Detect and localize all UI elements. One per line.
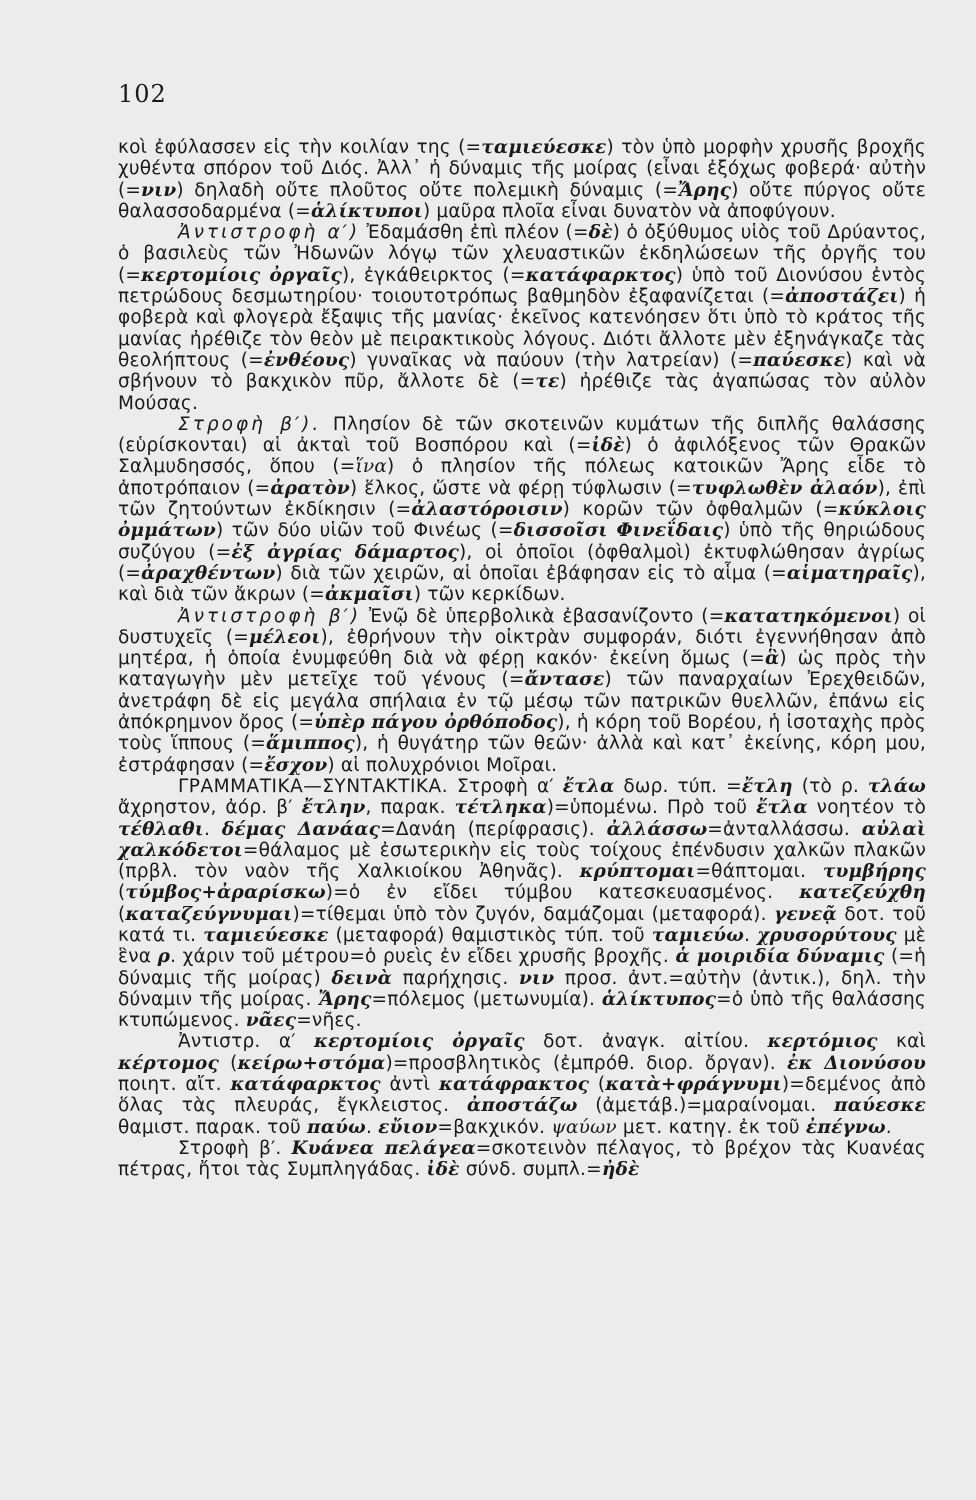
- text-run: . χάριν τοῦ μέτρου=ὁ ρυεὶς ἐν εἴδει χρυσῆς βροχῆς.: [170, 946, 676, 968]
- text-run: ποιητ. αἴτ.: [118, 1074, 231, 1096]
- bold-term: ἁλίκτυπος: [601, 988, 717, 1010]
- text-run: ) τῶν κερκίδων.: [413, 584, 566, 606]
- bold-term: ἀποστάζω: [466, 1095, 578, 1117]
- text-run: μετ. κατηγ. ἐκ τοῦ: [616, 1116, 806, 1138]
- text-run: ) τῶν παναρχαίων Ἐρεχθειδῶν, ἀνετράφη δὲ εἰς μεγάλα σπήλαια ἐν τῷ μέσῳ τῶν πατρικῶν θυελλῶν, ἐπάνω εἰς ἀπόκρημνον ὄρος (=: [118, 669, 927, 734]
- text-run: δοτ. ἀναγκ. αἰτίου.: [524, 1031, 768, 1053]
- text-run: ) ἠρέθιζε τὰς ἀγαπώσας τὸν αὐλὸν Μούσας.: [118, 371, 927, 414]
- text-run: κοὶ ἐφύλασσεν εἰς τὴν κοιλίαν της (=: [118, 137, 482, 158]
- bold-term: αἱματηραῖς: [786, 562, 913, 584]
- bold-term: ἔσχον: [264, 754, 328, 776]
- bold-term: ἁ μοιριδία δύναμις: [675, 946, 885, 968]
- text-run: =νῆες.: [296, 1010, 362, 1032]
- bold-term: Ἄρης: [678, 179, 732, 201]
- text-run: (μεταφορά) θαμιστικὸς τύπ. τοῦ: [328, 924, 652, 946]
- bold-term: κερτόμιος: [767, 1031, 878, 1053]
- bold-term: παύω: [306, 1116, 366, 1138]
- text-run: Στροφὴ β′.: [178, 1137, 292, 1159]
- bold-term: τλάω: [867, 775, 926, 797]
- bold-term: ὑπὲρ πάγου ὀρθόποδος: [314, 712, 558, 734]
- text-run: δωρ. τύπ. =: [614, 775, 742, 797]
- bold-term: ρ: [157, 946, 171, 968]
- text-run: ) μαῦρα πλοῖα εἶναι δυνατὸν νὰ ἀποφύγουν.: [422, 200, 836, 222]
- paragraph: [118, 137, 926, 222]
- text-run: ) καὶ νὰ σβήνουν τὸ βακχικὸν πῦρ, ἄλλοτε δὲ (=: [118, 349, 926, 393]
- bold-term: ἔτλα: [562, 775, 615, 797]
- text-run: =ἀνταλλάσσω.: [707, 818, 862, 840]
- text-run: ), ἡ κόρη τοῦ Βορέου, ἡ ἰσοταχὴς πρὸς τοὺς ἵππους (=: [118, 712, 926, 755]
- text-run: Ἀντιστρ. α′: [178, 1031, 315, 1053]
- paragraph: [118, 606, 926, 776]
- bold-term: ἔτλη: [741, 775, 793, 797]
- text-run: )=ὑπομένω. Πρὸ τοῦ: [546, 797, 757, 819]
- text-run: ), ἐπὶ τῶν ζητούντων ἐκδίκησιν (=: [118, 477, 926, 521]
- text-run: ) ὁ ὀξύθυμος υἱὸς τοῦ Δρύαντος, ὁ βασιλεὺς τῶν Ἠδωνῶν λόγῳ τῶν χλευαστικῶν ἐκδηλώσεων τῆς ὀργῆς του (=: [118, 222, 926, 286]
- bold-term: δεινὰ: [331, 967, 393, 989]
- text-run: ), καὶ διὰ τῶν ἄκρων (=: [118, 562, 926, 606]
- text-run: ), ἡ θυγάτηρ τῶν θεῶν· ἀλλὰ καὶ κατ᾽ ἐκείνης, κόρη μου, ἐστράφησαν (=: [118, 733, 926, 776]
- text-run: )=ὁ ἐν εἴδει τύμβου κατεσκευασμένος.: [325, 882, 800, 904]
- text-run: Στροφὴ α′: [448, 775, 563, 797]
- bold-term: ἰδὲ: [591, 435, 625, 457]
- text-run: ), ἐγκάθειρκτος (=: [341, 264, 526, 286]
- bold-term: κατὰ+φράγνυμι: [605, 1074, 782, 1096]
- text-run: μὲ ἓνα: [118, 924, 926, 968]
- bold-term: παύεσκε: [753, 349, 846, 371]
- bold-term: τυφλωθὲν ἀλαόν: [691, 477, 878, 499]
- bold-term: κατεζεύχθη: [799, 882, 926, 904]
- text-run: (ἀμετάβ.)=μαραίνομαι.: [577, 1095, 834, 1117]
- text-run: (: [589, 1074, 606, 1096]
- text-run: )=δεμένος ἀπὸ ὅλας τὰς πλευράς, ἔγκλειστος.: [118, 1074, 926, 1117]
- bold-term: ἀκμαῖσι: [325, 584, 414, 606]
- bold-term: κατατηκόμενοι: [724, 605, 893, 627]
- text-run: (=ἡ δύναμις τῆς μοίρας): [118, 946, 927, 989]
- bold-term: ἃ: [764, 648, 780, 670]
- bold-term: κατάφαρκτος: [525, 264, 676, 286]
- bold-term: ἐκ Διονύσου: [787, 1052, 926, 1074]
- bold-term: τε: [535, 371, 560, 393]
- bold-term: κερτομίοις ὀργαῖς: [314, 1031, 525, 1053]
- paragraph: [118, 1031, 926, 1137]
- text-run: ) ὁ πλησίον τῆς πόλεως κατοικῶν Ἄρης εἶδε τὸ ἀποτρόπαιον (=: [118, 456, 926, 499]
- bold-term: ἐνθέους: [263, 349, 350, 371]
- text-run: ) ὑπὸ τοῦ Διονύσου ἐντὸς πετρώδους δεσμωτηρίου· τοιουτοτρόπως βαθμηδὸν ἐξαφανίζεται (=: [118, 264, 927, 308]
- bold-term: τύμβος+ἀραρίσκω: [125, 882, 326, 904]
- bold-term: ἐπέγνω: [805, 1116, 886, 1138]
- text-run: .: [885, 1116, 892, 1138]
- bold-term: δέμας Δανάας: [221, 818, 381, 840]
- text-run: Ἐδαμάσθη ἐπὶ πλέον (=: [360, 222, 589, 244]
- italic-term: ψαύων: [551, 1116, 617, 1138]
- text-run: ) ὡς πρὸς τὴν καταγωγὴν μὲν μετεῖχε τοῦ γένους (=: [118, 648, 926, 691]
- text-run: (: [218, 1052, 238, 1074]
- text-run: ἀντὶ: [380, 1074, 439, 1096]
- text-run: ) γυναῖκας νὰ παύουν (τὴν λατρείαν) (=: [349, 349, 754, 371]
- bold-term: εὔιον: [378, 1116, 438, 1138]
- bold-term: γενεᾷ: [774, 903, 837, 925]
- text-run: ) ὁ ἀφιλόξενος τῶν Θρακῶν Σαλμυδησσός, ὅπου (=: [118, 435, 926, 478]
- text-run: =θάπτομαι.: [695, 861, 823, 883]
- text-run: ) τῶν δύο υἱῶν τοῦ Φινέως (=: [215, 520, 514, 542]
- text-run: ) κορῶν τῶν ὀφθαλμῶν (=: [562, 499, 839, 521]
- bold-term: δισσοῖσι Φινεΐδαις: [513, 520, 724, 542]
- text-run: θαμιστ. παρακ. τοῦ: [118, 1116, 307, 1138]
- bold-term: τέθλαθι: [118, 818, 204, 840]
- text-run: =πόλεμος (μετωνυμία).: [371, 988, 602, 1010]
- bold-term: ἄντασε: [524, 669, 605, 691]
- text-run: ) ἡ φοβερὰ καὶ φλογερὰ ἔξαψις τῆς μανίας· ἐκεῖνος κατενόησεν ὅτι ὑπὸ τὸ κράτος τῆς μανίας ἠρέθιζε τὸν θεὸν μὲ πειρακτικοὺς λόγους. Διότι ἄλλοτε μὲν ἐξηνάγκαζε τὰς θεολήπτους (=: [118, 286, 926, 371]
- text-run: =θάλαμος μὲ ἐσωτερικὴν εἰς τοὺς τοίχους ἐπένδυσιν χαλκῶν πλακῶν (πρβλ. τὸν ναὸν τῆς Χαλκιοίκου Ἀθηνᾶς).: [118, 839, 926, 883]
- text-run: =σκοτεινὸν πέλαγος, τὸ βρέχον τὰς Κυανέας πέτρας, ἤτοι τὰς Συμπληγάδας.: [118, 1137, 926, 1181]
- bold-term: παύεσκε: [833, 1095, 926, 1117]
- text-run: ) ἕλκος, ὥστε νὰ φέρῃ τύφλωσιν (=: [349, 477, 692, 499]
- text-run: ) ὑπὸ τῆς θηριώδους συζύγου (=: [118, 520, 927, 563]
- bold-term: δὲ: [588, 222, 613, 244]
- paragraph: [118, 222, 926, 414]
- text-run: ) δηλαδὴ οὔτε πλοῦτος οὔτε πολεμικὴ δύναμις (=: [176, 179, 679, 201]
- section-label: Ἀντιστροφὴ β′): [178, 605, 362, 627]
- bold-term: κέρτομος: [118, 1052, 219, 1074]
- bold-term: ἀποστάζει: [785, 286, 899, 308]
- bold-term: κερτομίοις ὀργαῖς: [141, 264, 342, 286]
- paragraph: [118, 414, 926, 606]
- bold-term: μέλεοι: [249, 626, 321, 648]
- page-number: 102: [118, 80, 167, 108]
- bold-term: ταμιεύεσκε: [203, 924, 329, 946]
- text-run: )=προσβλητικὸς (ἐμπρόθ. διορ. ὄργαν).: [385, 1052, 788, 1074]
- paragraph: [118, 776, 926, 1032]
- bold-term: ἅμιππος: [265, 733, 355, 755]
- bold-term: ἀλλάσσω: [606, 818, 708, 840]
- bold-term: κύκλοις ὀμμάτων: [118, 499, 926, 542]
- bold-term: Κυάνεα πελάγεα: [291, 1137, 476, 1159]
- text-run: ) τὸν ὑπὸ μορφὴν χρυσῆς βροχῆς χυθέντα σπόρον τοῦ Διός. Ἀλλ᾽ ἡ δύναμις τῆς μοίρας (εἶναι ἐξόχως φοβερά· αὐτὴν (=: [118, 137, 926, 201]
- text-run: ) οὔτε πύργος οὔτε θαλασσοδαρμένα (=: [118, 179, 927, 222]
- paragraph: [118, 1138, 926, 1181]
- text-run: .: [744, 924, 758, 946]
- text-run: , παρακ.: [365, 797, 455, 819]
- body-text: [118, 137, 926, 1181]
- bold-term: κείρω+στόμα: [237, 1052, 386, 1074]
- text-run: ἄχρηστον, ἀόρ. β′: [118, 797, 302, 819]
- bold-term: τέτληκα: [454, 797, 547, 819]
- text-run: (τὸ ρ.: [792, 775, 868, 797]
- bold-term: κατάφρακτος: [438, 1074, 590, 1096]
- bold-term: ἠδὲ: [601, 1159, 640, 1181]
- bold-term: χρυσορύτους: [757, 924, 897, 946]
- text-run: (: [118, 882, 126, 904]
- bold-term: ἀρατὸν: [270, 477, 350, 499]
- bold-term: κρύπτομαι: [579, 861, 696, 883]
- section-label: Στροφὴ β′).: [178, 413, 322, 435]
- text-run: )=τίθεμαι ὑπὸ τὸν ζυγόν, δαμάζομαι (μεταφορά).: [292, 903, 775, 925]
- section-heading: ΓΡΑΜΜΑΤΙΚΑ—ΣΥΝΤΑΚΤΙΚΑ.: [178, 775, 449, 797]
- text-run: ), ἐθρήνουν τὴν οἰκτρὰν συμφοράν, διότι ἐγεννήθησαν ἀπὸ μητέρα, ἡ ὁποία ἐνυμφεύθη διὰ νὰ φέρῃ κακόν· ἐκείνη ὅμως (=: [118, 626, 926, 670]
- bold-term: τυμβήρης: [822, 861, 926, 883]
- text-run: =ὁ ὑπὸ τῆς θαλάσσης κτυπώμενος.: [118, 988, 926, 1032]
- bold-term: ἔτλα: [756, 797, 808, 819]
- section-label: Ἀντιστροφὴ α′): [178, 222, 361, 244]
- bold-term: νᾶες: [245, 1010, 297, 1032]
- text-run: ), οἱ ὁποῖοι (ὀφθαλμοὶ) ἐκτυφλώθησαν ἀγρίως (=: [118, 541, 926, 584]
- text-run: Πλησίον δὲ τῶν σκοτεινῶν κυμάτων τῆς διπλῆς θαλάσσης (εὑρίσκονται) αἱ ἀκταὶ τοῦ Βοσπόρου καὶ (=: [118, 413, 926, 457]
- bold-term: ἐξ ἀγρίας δάμαρτος: [231, 541, 459, 563]
- bold-term: ταμιεύω: [651, 924, 745, 946]
- text-run: προσ. ἀντ.=αὐτὴν (ἀντικ.), δηλ. τὴν δύναμιν τῆς μοίρας.: [118, 967, 927, 1010]
- text-run: καὶ: [877, 1031, 926, 1053]
- text-run: ) αἱ πολυχρόνιοι Μοῖραι.: [327, 754, 558, 776]
- text-run: .: [203, 818, 222, 840]
- text-run: δοτ. τοῦ κατά τι.: [118, 903, 926, 946]
- text-run: .: [365, 1116, 379, 1138]
- text-run: νοητέον τὸ: [807, 797, 927, 819]
- text-run: (: [118, 903, 126, 925]
- text-run: ) διὰ τῶν χειρῶν, αἱ ὁποῖαι ἐβάφησαν εἰς τὸ αἷμα (=: [275, 562, 787, 584]
- bold-term: νιν: [519, 967, 555, 989]
- text-run: =βακχικόν.: [437, 1116, 552, 1138]
- bold-term: νιν: [141, 179, 177, 201]
- text-run: Ἐνῷ δὲ ὑπερβολικὰ ἐβασανίζοντο (=: [361, 605, 725, 627]
- bold-term: ἰδὲ: [426, 1159, 460, 1181]
- text-run: ) οἱ δυστυχεῖς (=: [118, 605, 926, 648]
- bold-term: ταμιεύεσκε: [481, 137, 607, 158]
- text-run: παρήχησις.: [392, 967, 520, 989]
- bold-term: ἁλίκτυποι: [310, 200, 423, 222]
- bold-term: καταζεύγνυμαι: [125, 903, 293, 925]
- text-run: σύνδ. συμπλ.=: [459, 1159, 602, 1181]
- bold-term: Ἄρης: [318, 988, 372, 1010]
- bold-term: ἔτλην: [301, 797, 366, 819]
- italic-term: ἵνα: [355, 456, 388, 478]
- bold-term: κατάφαρκτος: [230, 1074, 381, 1096]
- text-run: =Δανάη (περίφρασις).: [380, 818, 607, 840]
- bold-term: ἀλαστόροισιν: [411, 499, 563, 521]
- bold-term: ἀραχθέντων: [141, 562, 276, 584]
- bold-term: αὐλαὶ χαλκόδετοι: [118, 818, 926, 861]
